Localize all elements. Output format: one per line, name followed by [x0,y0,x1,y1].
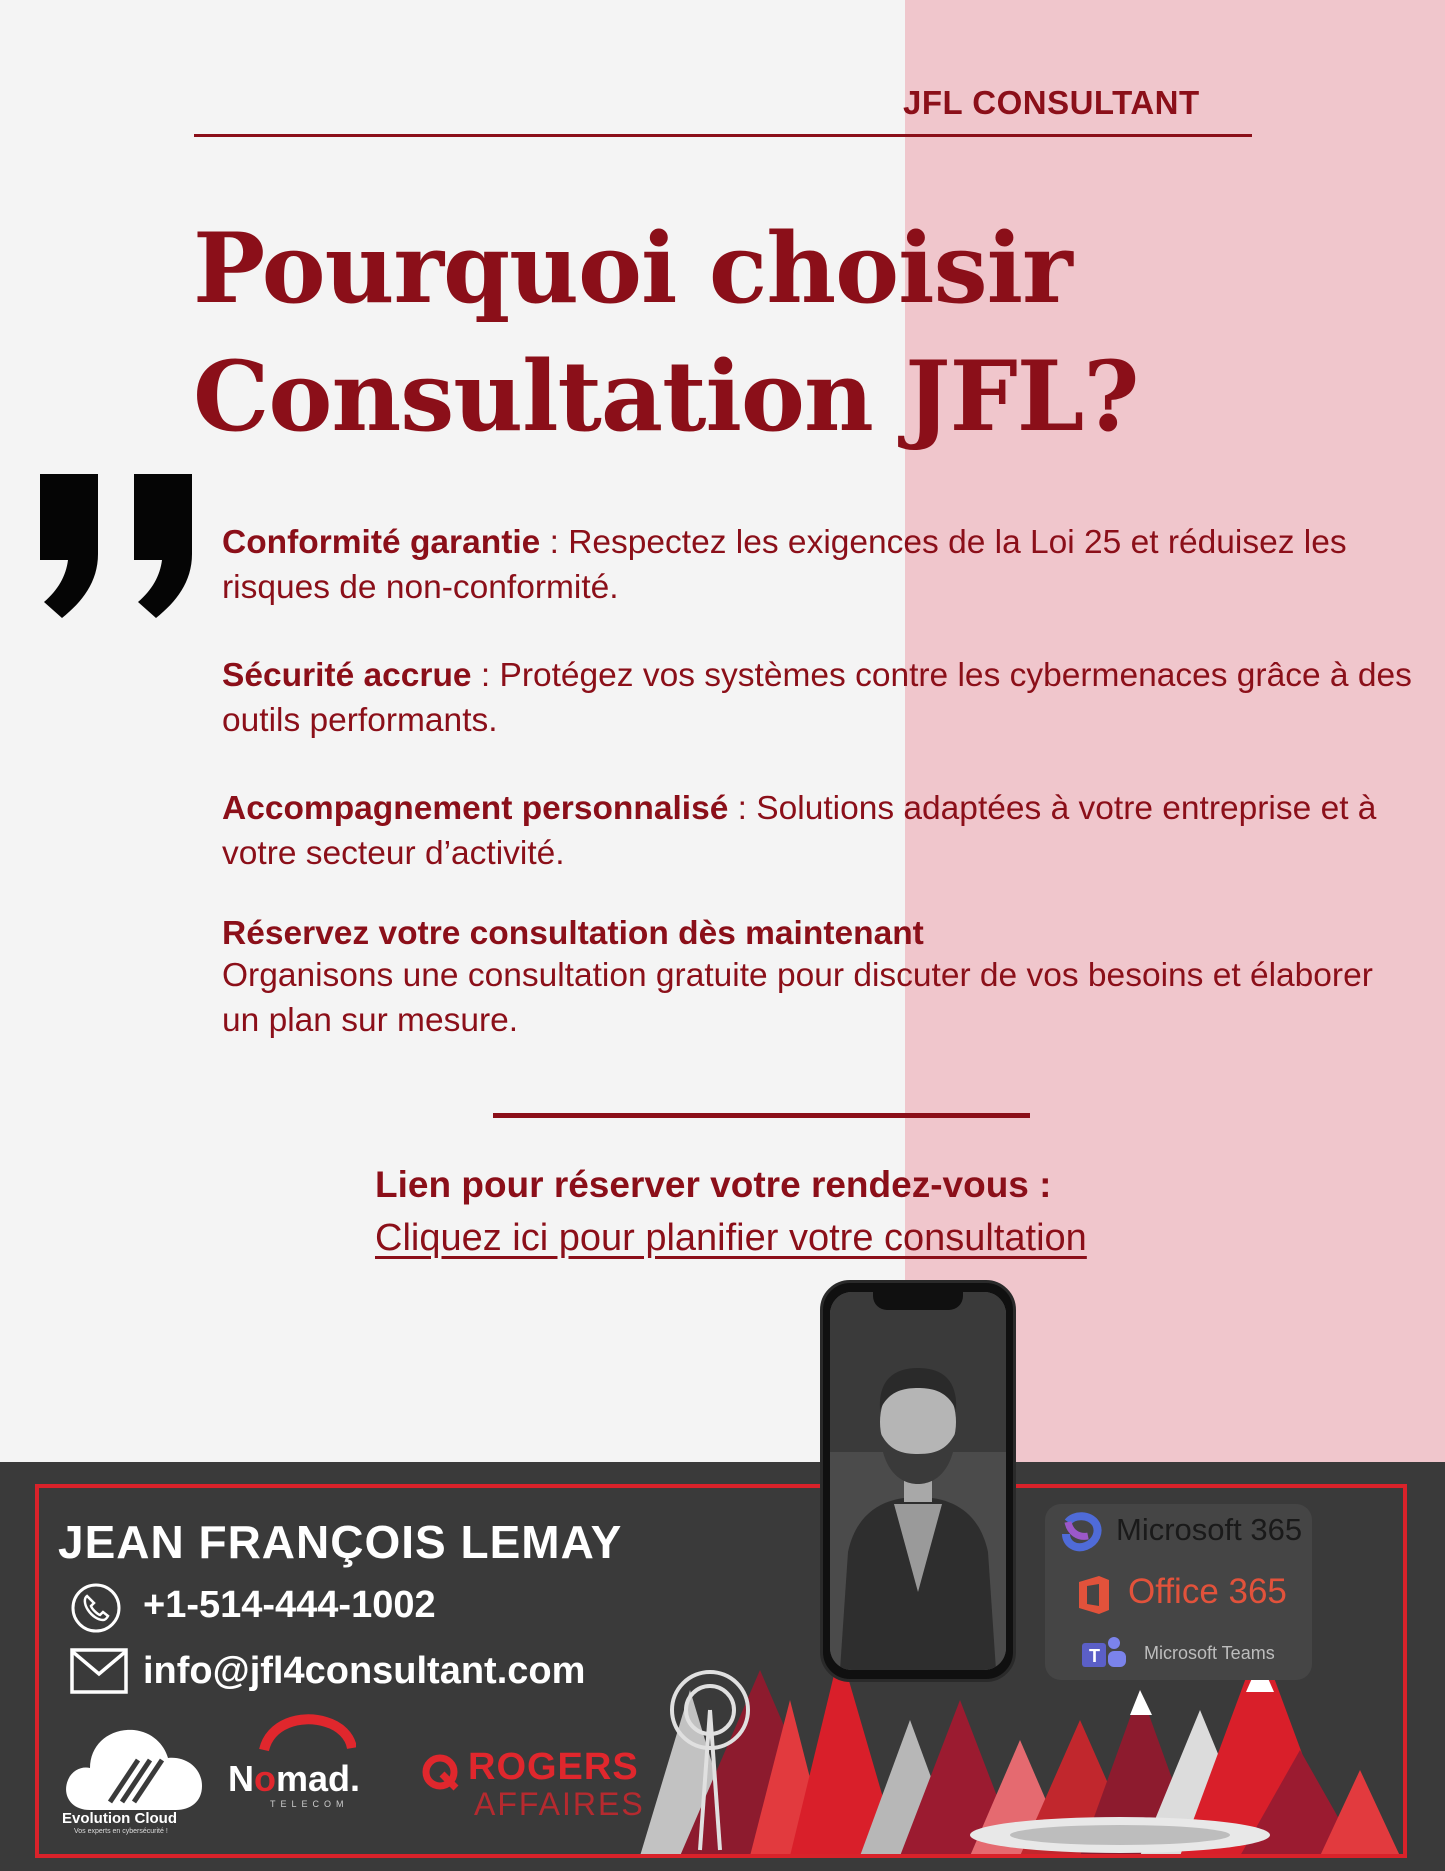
benefit-heading: Conformité garantie [222,524,541,561]
rogers-affaires: AFFAIRES [474,1786,645,1822]
office-365-icon [1075,1574,1111,1616]
benefit-item [222,653,1412,743]
email-address: info@jfl4consultant.com [143,1650,586,1692]
person-silhouette [830,1292,1006,1670]
benefit-text: Organisons une consultation gratuite pour discuter de vos besoins et élaborer un plan sur mesure. [222,957,1373,1039]
cloud-icon [60,1710,210,1820]
teams-label: Microsoft Teams [1144,1643,1275,1663]
benefit-text: : Solutions adaptées à votre entreprise et à votre secteur d’activité. [222,790,1377,872]
quote-mark-icon [38,470,198,620]
booking-label: Lien pour réserver votre rendez-vous : [375,1164,1052,1205]
page-title [193,205,1293,461]
phone-notch [873,1288,963,1310]
evolution-cloud-name: Evolution Cloud [62,1810,177,1827]
nomad-wordmark: Nomad. [228,1758,361,1799]
benefit-heading: Réservez votre consultation dès maintenant [222,915,924,952]
svg-text:T: T [1089,1646,1100,1666]
rogers-icon [420,1752,460,1792]
benefit-text: : Respectez les exigences de la Loi 25 et réduisez les risques de non-conformité. [222,524,1347,606]
evolution-cloud-tagline: Vos experts en cybersécurité ! [74,1828,168,1835]
nomad-subtitle: TELECOM [270,1799,349,1809]
mail-icon [70,1648,128,1694]
teams-icon [1080,1635,1130,1671]
portrait-photo [830,1292,1006,1670]
nomad-arc-icon [256,1712,356,1752]
title-line-2: Consultation JFL? [193,340,1139,453]
benefit-text: : Protégez vos systèmes contre les cybermenaces grâce à des outils performants. [222,657,1412,739]
benefit-item [222,786,1412,876]
contact-name: JEAN FRANÇOIS LEMAY [58,1516,623,1568]
benefit-item [222,915,1412,1043]
phone-number: +1-514-444-1002 [143,1584,436,1626]
rogers-name: ROGERS [468,1746,639,1788]
title-line-1: Pourquoi choisir [193,212,1072,325]
brand-label: JFL CONSULTANT [903,84,1200,121]
benefit-heading: Sécurité accrue [222,657,472,694]
microsoft-365-label: Microsoft 365 [1116,1512,1303,1547]
office-365-label: Office 365 [1128,1572,1287,1611]
top-divider [194,134,1252,137]
booking-link[interactable]: Cliquez ici pour planifier votre consultation [375,1217,1087,1259]
phone-icon [70,1582,122,1634]
benefit-item [222,520,1412,610]
microsoft-365-icon [1060,1512,1102,1554]
middle-divider [493,1113,1030,1118]
benefit-heading: Accompagnement personnalisé [222,790,729,827]
